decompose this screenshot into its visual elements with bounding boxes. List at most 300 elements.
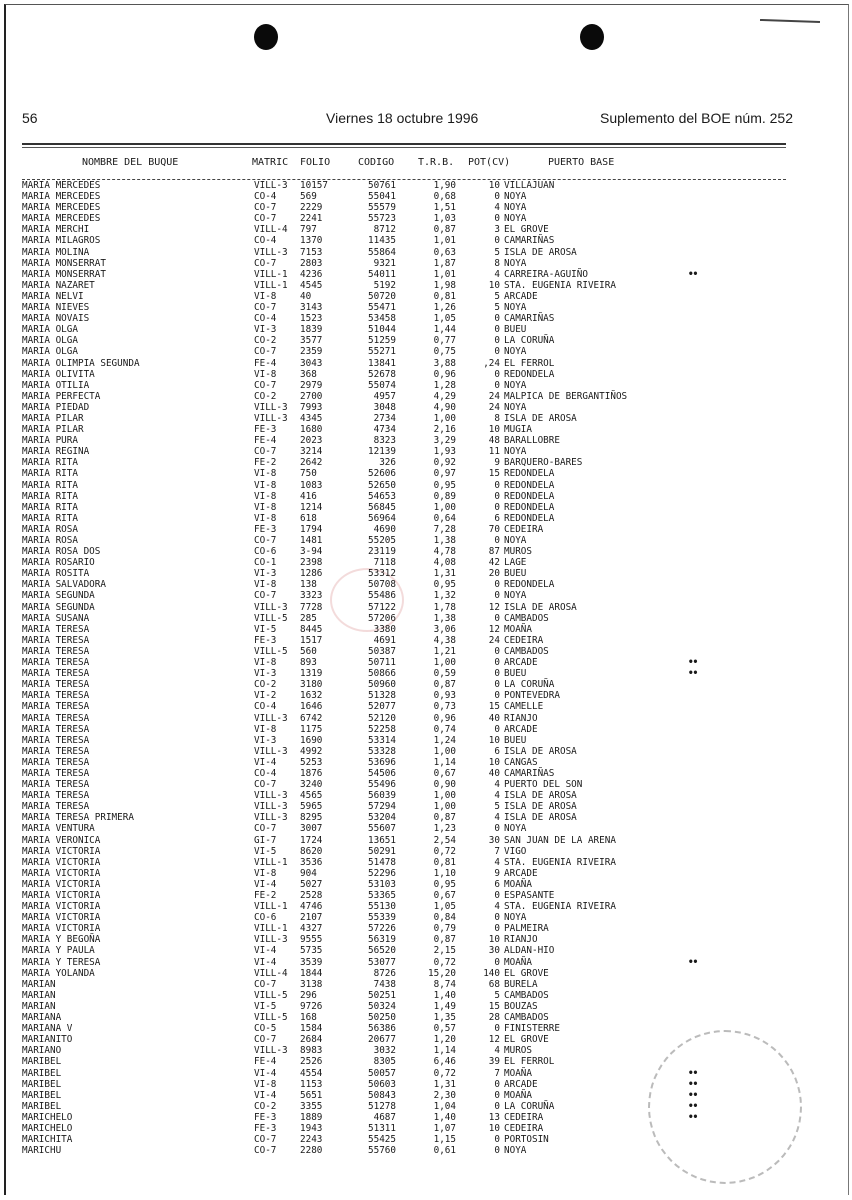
matric: VILL-3 bbox=[254, 745, 288, 757]
folio: 1839 bbox=[300, 324, 323, 336]
vessel-name: MARIA MERCEDES bbox=[22, 213, 101, 225]
table-row bbox=[0, 768, 852, 779]
folio: 569 bbox=[300, 191, 317, 203]
pot: 24 bbox=[488, 634, 500, 646]
folio: 3043 bbox=[300, 357, 323, 369]
folio: 3355 bbox=[300, 1100, 323, 1112]
trb: 1,78 bbox=[433, 601, 456, 613]
puerto-base: NOYA bbox=[504, 1145, 527, 1157]
vessel-table bbox=[0, 180, 852, 1156]
codigo: 11435 bbox=[368, 235, 396, 247]
puerto-base: LA CORUÑA bbox=[504, 679, 555, 691]
pot: 0 bbox=[494, 501, 500, 513]
pot: 0 bbox=[494, 657, 500, 669]
folio: 1632 bbox=[300, 690, 323, 702]
puerto-base: BUEU bbox=[504, 734, 527, 746]
puerto-base: NOYA bbox=[504, 401, 527, 413]
puerto-base: BUEU bbox=[504, 668, 527, 680]
table-row bbox=[0, 579, 852, 590]
codigo: 55425 bbox=[368, 1134, 396, 1146]
vessel-name: MARIAN bbox=[22, 978, 56, 990]
pot: 0 bbox=[494, 823, 500, 835]
vessel-name: MARICHU bbox=[22, 1145, 62, 1157]
pot: 4 bbox=[494, 790, 500, 802]
folio: 1214 bbox=[300, 501, 323, 513]
pot: 5 bbox=[494, 989, 500, 1001]
pot: 0 bbox=[494, 1100, 500, 1112]
puerto-base: CARREIRA-AGUIÑO bbox=[504, 268, 588, 280]
pot: 12 bbox=[488, 623, 500, 635]
codigo: 2734 bbox=[373, 412, 396, 424]
trb: 1,40 bbox=[433, 989, 456, 1001]
pot: 10 bbox=[488, 180, 500, 191]
matric: VI-4 bbox=[254, 1089, 277, 1101]
pot: 42 bbox=[488, 557, 500, 569]
vessel-name: MARIA Y BEGOÑA bbox=[22, 934, 101, 946]
header-rule bbox=[22, 143, 786, 145]
codigo: 51311 bbox=[368, 1122, 396, 1134]
marker: •• bbox=[688, 1078, 698, 1090]
codigo: 52650 bbox=[368, 479, 396, 491]
trb: 0,89 bbox=[433, 490, 456, 502]
table-row bbox=[0, 435, 852, 446]
codigo: 12139 bbox=[368, 446, 396, 458]
folio: 138 bbox=[300, 579, 317, 591]
puerto-base: MOAÑA bbox=[504, 878, 532, 890]
publication-date: Viernes 18 octubre 1996 bbox=[326, 110, 479, 126]
matric: VILL-3 bbox=[254, 790, 288, 802]
table-row bbox=[0, 1001, 852, 1012]
puerto-base: REDONDELA bbox=[504, 490, 555, 502]
puerto-base: ISLA DE AROSA bbox=[504, 812, 577, 824]
matric: VI-8 bbox=[254, 368, 277, 380]
folio: 4545 bbox=[300, 279, 323, 291]
folio: 2528 bbox=[300, 890, 323, 901]
table-row bbox=[0, 757, 852, 768]
puerto-base: BOUZAS bbox=[504, 1000, 538, 1012]
table-row bbox=[0, 568, 852, 579]
matric: VI-8 bbox=[254, 490, 277, 502]
puerto-base: PORTOSIN bbox=[504, 1134, 549, 1146]
puerto-base: CEDEIRA bbox=[504, 523, 544, 535]
vessel-name: MARIA ROSITA bbox=[22, 568, 90, 580]
pot: 5 bbox=[494, 302, 500, 314]
folio: 5027 bbox=[300, 878, 323, 890]
vessel-name: MARIA MERCEDES bbox=[22, 202, 101, 214]
table-row bbox=[0, 1012, 852, 1023]
table-row bbox=[0, 979, 852, 990]
table-row bbox=[0, 801, 852, 812]
table-row bbox=[0, 1123, 852, 1134]
matric: CO-7 bbox=[254, 1034, 277, 1046]
matric: VI-3 bbox=[254, 668, 277, 680]
table-row bbox=[0, 923, 852, 934]
table-row bbox=[0, 1112, 852, 1123]
matric: VILL-5 bbox=[254, 1012, 288, 1024]
vessel-name: MARIA OLGA bbox=[22, 324, 78, 336]
table-row bbox=[0, 380, 852, 391]
folio: 416 bbox=[300, 490, 317, 502]
matric: CO-7 bbox=[254, 257, 277, 269]
pot: 10 bbox=[488, 934, 500, 946]
table-row bbox=[0, 846, 852, 857]
puerto-base: NOYA bbox=[504, 535, 527, 546]
matric: VI-4 bbox=[254, 878, 277, 890]
trb: 2,54 bbox=[433, 834, 456, 846]
table-row bbox=[0, 235, 852, 246]
folio: 8295 bbox=[300, 812, 323, 824]
table-row bbox=[0, 746, 852, 757]
trb: 0,87 bbox=[433, 224, 456, 236]
matric: VI-3 bbox=[254, 568, 277, 580]
folio: 5651 bbox=[300, 1089, 323, 1101]
table-row bbox=[0, 391, 852, 402]
marker: •• bbox=[688, 1111, 698, 1123]
folio: 9726 bbox=[300, 1000, 323, 1012]
matric: VILL-3 bbox=[254, 180, 288, 191]
pot: 30 bbox=[488, 834, 500, 846]
pot: 0 bbox=[494, 590, 500, 602]
table-row bbox=[0, 480, 852, 491]
folio: 7153 bbox=[300, 246, 323, 258]
codigo: 53314 bbox=[368, 734, 396, 746]
codigo: 50291 bbox=[368, 845, 396, 857]
codigo: 53328 bbox=[368, 745, 396, 757]
table-row bbox=[0, 713, 852, 724]
folio: 8983 bbox=[300, 1045, 323, 1057]
table-row bbox=[0, 557, 852, 568]
trb: 0,67 bbox=[433, 890, 456, 901]
pot: 12 bbox=[488, 1034, 500, 1046]
vessel-name: MARIA SEGUNDA bbox=[22, 590, 95, 602]
puerto-base: EL FERROL bbox=[504, 1056, 555, 1068]
codigo: 8726 bbox=[373, 967, 396, 979]
trb: 1,01 bbox=[433, 268, 456, 280]
vessel-name: MARIA ROSA bbox=[22, 535, 78, 546]
folio: 40 bbox=[300, 290, 312, 302]
table-row bbox=[0, 602, 852, 613]
codigo: 55486 bbox=[368, 590, 396, 602]
vessel-name: MARIAN bbox=[22, 989, 56, 1001]
trb: 0,87 bbox=[433, 812, 456, 824]
trb: 0,72 bbox=[433, 1067, 456, 1079]
vessel-name: MARIA VICTORIA bbox=[22, 845, 101, 857]
folio: 3323 bbox=[300, 590, 323, 602]
punch-hole bbox=[580, 24, 604, 50]
trb: 1,51 bbox=[433, 202, 456, 214]
codigo: 55723 bbox=[368, 213, 396, 225]
codigo: 9321 bbox=[373, 257, 396, 269]
folio: 4345 bbox=[300, 412, 323, 424]
puerto-base: RIANJO bbox=[504, 934, 538, 946]
matric: FE-4 bbox=[254, 435, 277, 447]
vessel-name: MARIA RITA bbox=[22, 501, 78, 513]
pot: 20 bbox=[488, 568, 500, 580]
trb: 1,14 bbox=[433, 1045, 456, 1057]
folio: 3-94 bbox=[300, 546, 323, 558]
codigo: 53696 bbox=[368, 756, 396, 768]
vessel-name: MARIA PURA bbox=[22, 435, 78, 447]
trb: 1,14 bbox=[433, 756, 456, 768]
puerto-base: ISLA DE AROSA bbox=[504, 412, 577, 424]
folio: 1370 bbox=[300, 235, 323, 247]
table-row bbox=[0, 901, 852, 912]
matric: CO-2 bbox=[254, 335, 277, 347]
table-row bbox=[0, 590, 852, 601]
puerto-base: MUROS bbox=[504, 546, 532, 558]
codigo: 54506 bbox=[368, 767, 396, 779]
trb: 0,95 bbox=[433, 878, 456, 890]
matric: FE-2 bbox=[254, 457, 277, 469]
vessel-name: MARIA SEGUNDA bbox=[22, 601, 95, 613]
trb: 1,07 bbox=[433, 1122, 456, 1134]
puerto-base: RIANJO bbox=[504, 712, 538, 724]
codigo: 52296 bbox=[368, 867, 396, 879]
matric: VI-4 bbox=[254, 956, 277, 968]
folio: 4565 bbox=[300, 790, 323, 802]
puerto-base: BUEU bbox=[504, 568, 527, 580]
table-row bbox=[0, 424, 852, 435]
pot: 8 bbox=[494, 412, 500, 424]
pot: 0 bbox=[494, 235, 500, 247]
puerto-base: STA. EUGENIA RIVEIRA bbox=[504, 901, 616, 913]
folio: 7728 bbox=[300, 601, 323, 613]
vessel-name: MARIBEL bbox=[22, 1078, 62, 1090]
trb: 1,87 bbox=[433, 257, 456, 269]
vessel-name: MARIA ROSARIO bbox=[22, 557, 95, 569]
folio: 2684 bbox=[300, 1034, 323, 1046]
vessel-name: MARIA OLGA bbox=[22, 346, 78, 358]
codigo: 50708 bbox=[368, 579, 396, 591]
puerto-base: LA CORUÑA bbox=[504, 335, 555, 347]
matric: FE-4 bbox=[254, 1056, 277, 1068]
matric: VI-8 bbox=[254, 468, 277, 480]
puerto-base: SAN JUAN DE LA ARENA bbox=[504, 834, 616, 846]
pot: 68 bbox=[488, 978, 500, 990]
column-header-pot: POT(CV) bbox=[468, 157, 511, 168]
puerto-base: REDONDELA bbox=[504, 501, 555, 513]
folio: 1286 bbox=[300, 568, 323, 580]
pot: ,24 bbox=[483, 357, 500, 369]
table-row bbox=[0, 1045, 852, 1056]
puerto-base: NOYA bbox=[504, 379, 527, 391]
trb: 2,16 bbox=[433, 424, 456, 436]
vessel-name: MARIA MERCEDES bbox=[22, 180, 101, 191]
codigo: 51478 bbox=[368, 856, 396, 868]
matric: VILL-4 bbox=[254, 967, 288, 979]
vessel-name: MARIA VICTORIA bbox=[22, 901, 101, 913]
trb: 0,84 bbox=[433, 912, 456, 924]
matric: VI-2 bbox=[254, 690, 277, 702]
matric: CO-7 bbox=[254, 1145, 277, 1157]
puerto-base: PALMEIRA bbox=[504, 923, 549, 935]
table-row bbox=[0, 990, 852, 1001]
trb: 1,40 bbox=[433, 1111, 456, 1123]
folio: 2229 bbox=[300, 202, 323, 214]
puerto-base: FINISTERRE bbox=[504, 1023, 560, 1035]
folio: 1481 bbox=[300, 535, 323, 546]
trb: 2,30 bbox=[433, 1089, 456, 1101]
matric: CO-2 bbox=[254, 1100, 277, 1112]
table-row bbox=[0, 269, 852, 280]
matric: FE-2 bbox=[254, 890, 277, 901]
matric: VILL-3 bbox=[254, 812, 288, 824]
table-row bbox=[0, 313, 852, 324]
folio: 4554 bbox=[300, 1067, 323, 1079]
trb: 1,05 bbox=[433, 901, 456, 913]
vessel-name: MARIBEL bbox=[22, 1089, 62, 1101]
table-row bbox=[0, 513, 852, 524]
folio: 1724 bbox=[300, 834, 323, 846]
pot: 28 bbox=[488, 1012, 500, 1024]
folio: 10157 bbox=[300, 180, 328, 191]
table-row bbox=[0, 280, 852, 291]
vessel-name: MARIANO bbox=[22, 1045, 62, 1057]
table-row bbox=[0, 302, 852, 313]
pot: 10 bbox=[488, 279, 500, 291]
puerto-base: MUROS bbox=[504, 1045, 532, 1057]
puerto-base: ALDAN-HIO bbox=[504, 945, 555, 957]
pot: 24 bbox=[488, 401, 500, 413]
pot: 0 bbox=[494, 346, 500, 358]
vessel-name: MARIA VICTORIA bbox=[22, 912, 101, 924]
trb: 0,81 bbox=[433, 856, 456, 868]
header-rule bbox=[22, 147, 786, 148]
trb: 0,61 bbox=[433, 1145, 456, 1157]
pot: 0 bbox=[494, 324, 500, 336]
vessel-name: MARIA TERESA bbox=[22, 745, 90, 757]
pot: 11 bbox=[488, 446, 500, 458]
table-row bbox=[0, 1090, 852, 1101]
table-row bbox=[0, 701, 852, 712]
table-row bbox=[0, 646, 852, 657]
pot: 30 bbox=[488, 945, 500, 957]
puerto-base: NOYA bbox=[504, 823, 527, 835]
vessel-name: MARIA TERESA bbox=[22, 634, 90, 646]
vessel-name: MARIA SALVADORA bbox=[22, 579, 106, 591]
table-row bbox=[0, 502, 852, 513]
pot: 15 bbox=[488, 701, 500, 713]
matric: VILL-3 bbox=[254, 412, 288, 424]
table-row bbox=[0, 635, 852, 646]
matric: FE-3 bbox=[254, 424, 277, 436]
puerto-base: ARCADE bbox=[504, 290, 538, 302]
trb: 1,38 bbox=[433, 612, 456, 624]
pot: 4 bbox=[494, 901, 500, 913]
codigo: 55074 bbox=[368, 379, 396, 391]
codigo: 4691 bbox=[373, 634, 396, 646]
matric: VILL-3 bbox=[254, 401, 288, 413]
puerto-base: LAGE bbox=[504, 557, 527, 569]
column-header-trb: T.R.B. bbox=[418, 157, 455, 168]
codigo: 51278 bbox=[368, 1100, 396, 1112]
folio: 3214 bbox=[300, 446, 323, 458]
table-row bbox=[0, 868, 852, 879]
table-row bbox=[0, 1101, 852, 1112]
puerto-base: PONTEVEDRA bbox=[504, 690, 560, 702]
matric: VI-4 bbox=[254, 1067, 277, 1079]
folio: 2243 bbox=[300, 1134, 323, 1146]
codigo: 13841 bbox=[368, 357, 396, 369]
vessel-name: MARIA RITA bbox=[22, 512, 78, 524]
folio: 2979 bbox=[300, 379, 323, 391]
pot: 6 bbox=[494, 878, 500, 890]
table-row bbox=[0, 180, 852, 191]
table-row bbox=[0, 457, 852, 468]
pot: 0 bbox=[494, 923, 500, 935]
matric: VILL-1 bbox=[254, 279, 288, 291]
marker: •• bbox=[688, 1067, 698, 1079]
table-row bbox=[0, 358, 852, 369]
trb: 1,90 bbox=[433, 180, 456, 191]
puerto-base: MOAÑA bbox=[504, 623, 532, 635]
puerto-base: CEDEIRA bbox=[504, 1111, 544, 1123]
codigo: 4734 bbox=[373, 424, 396, 436]
matric: CO-7 bbox=[254, 213, 277, 225]
trb: 2,15 bbox=[433, 945, 456, 957]
vessel-name: MARIBEL bbox=[22, 1100, 62, 1112]
matric: CO-2 bbox=[254, 390, 277, 402]
matric: VILL-3 bbox=[254, 601, 288, 613]
matric: CO-4 bbox=[254, 235, 277, 247]
folio: 2803 bbox=[300, 257, 323, 269]
codigo: 7118 bbox=[373, 557, 396, 569]
matric: VILL-1 bbox=[254, 923, 288, 935]
column-header-name: NOMBRE DEL BUQUE bbox=[82, 157, 179, 168]
vessel-name: MARIA OLGA bbox=[22, 335, 78, 347]
table-row bbox=[0, 857, 852, 868]
trb: 0,59 bbox=[433, 668, 456, 680]
trb: 1,00 bbox=[433, 657, 456, 669]
vessel-name: MARIA TERESA bbox=[22, 645, 90, 657]
trb: 1,26 bbox=[433, 302, 456, 314]
table-row bbox=[0, 1145, 852, 1156]
trb: 6,46 bbox=[433, 1056, 456, 1068]
table-row bbox=[0, 468, 852, 479]
trb: 1,32 bbox=[433, 590, 456, 602]
puerto-base: STA. EUGENIA RIVEIRA bbox=[504, 856, 616, 868]
pot: 6 bbox=[494, 512, 500, 524]
folio: 3007 bbox=[300, 823, 323, 835]
marker: •• bbox=[688, 1100, 698, 1112]
pot: 15 bbox=[488, 468, 500, 480]
trb: 1,44 bbox=[433, 324, 456, 336]
folio: 1889 bbox=[300, 1111, 323, 1123]
pot: 0 bbox=[494, 612, 500, 624]
table-row bbox=[0, 1023, 852, 1034]
pot: 40 bbox=[488, 767, 500, 779]
matric: VILL-3 bbox=[254, 712, 288, 724]
folio: 2526 bbox=[300, 1056, 323, 1068]
vessel-name: MARIA TERESA bbox=[22, 767, 90, 779]
trb: 1,00 bbox=[433, 412, 456, 424]
trb: 3,06 bbox=[433, 623, 456, 635]
matric: CO-7 bbox=[254, 1134, 277, 1146]
table-row bbox=[0, 402, 852, 413]
puerto-base: CAMELLE bbox=[504, 701, 544, 713]
pot: 5 bbox=[494, 801, 500, 813]
folio: 2398 bbox=[300, 557, 323, 569]
matric: VILL-3 bbox=[254, 246, 288, 258]
trb: 1,93 bbox=[433, 446, 456, 458]
codigo: 54653 bbox=[368, 490, 396, 502]
matric: FE-3 bbox=[254, 1111, 277, 1123]
vessel-name: MARIA RITA bbox=[22, 490, 78, 502]
vessel-name: MARIA TERESA bbox=[22, 657, 90, 669]
pot: 0 bbox=[494, 1145, 500, 1157]
vessel-name: MARIA VICTORIA bbox=[22, 856, 101, 868]
codigo: 53458 bbox=[368, 313, 396, 325]
